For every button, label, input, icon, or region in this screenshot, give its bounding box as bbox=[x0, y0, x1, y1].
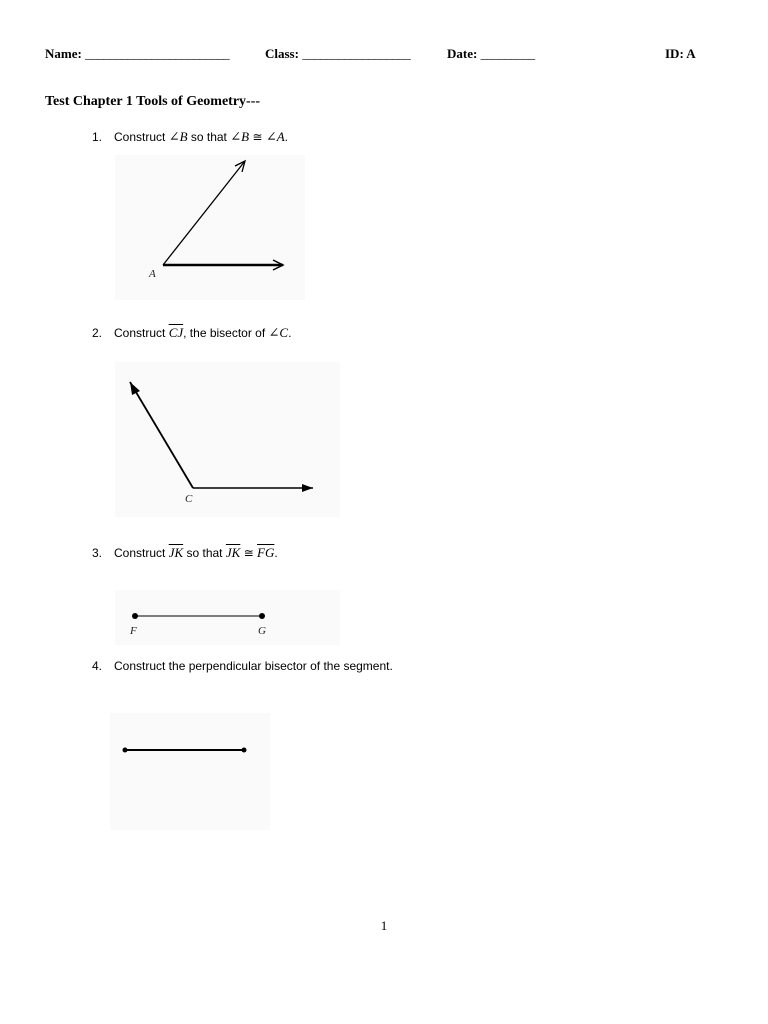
question-text: Construct bbox=[114, 546, 169, 560]
angle-b: ∠B bbox=[168, 129, 188, 144]
endpoint-label-f: F bbox=[130, 625, 137, 637]
name-blank: ________________________ bbox=[85, 46, 230, 61]
question-text: . bbox=[288, 326, 292, 340]
question-number: 4. bbox=[92, 659, 103, 673]
endpoint bbox=[123, 748, 128, 753]
name-field bbox=[45, 46, 229, 62]
ray-cj: $\overline{CJ}$ bbox=[168, 325, 184, 340]
question-text: so that bbox=[187, 130, 231, 144]
endpoint-g bbox=[259, 613, 265, 619]
class-label: Class: bbox=[265, 46, 299, 61]
figure-segment-fg bbox=[115, 590, 340, 645]
page-number: 1 bbox=[380, 918, 388, 933]
figure-background bbox=[115, 590, 340, 645]
segment-jk: $\overline{JK}$ bbox=[225, 545, 241, 560]
endpoint-f bbox=[132, 613, 138, 619]
segment-jk: $\overline{JK}$ bbox=[168, 545, 184, 560]
figure-angle-c bbox=[115, 362, 340, 517]
endpoint bbox=[242, 748, 247, 753]
question-4 bbox=[92, 659, 393, 673]
question-text: . bbox=[274, 546, 278, 560]
figure-angle-a bbox=[115, 155, 305, 300]
question-text: Construct bbox=[114, 326, 169, 340]
date-field bbox=[447, 46, 535, 62]
congruent-symbol: ≅ bbox=[249, 130, 266, 144]
vertex-label-c: C bbox=[185, 493, 193, 505]
question-text: Construct the perpendicular bisector of the segment. bbox=[114, 659, 393, 673]
date-label: Date: bbox=[447, 46, 478, 61]
question-text: Construct bbox=[114, 130, 169, 144]
class-blank: __________________ bbox=[302, 46, 411, 61]
question-1 bbox=[92, 129, 288, 145]
angle-c: ∠C bbox=[268, 325, 289, 340]
question-text: so that bbox=[183, 546, 226, 560]
question-3 bbox=[92, 545, 278, 561]
figure-background bbox=[110, 713, 270, 830]
congruent-symbol: ≅ bbox=[240, 546, 258, 560]
question-number: 2. bbox=[92, 326, 103, 340]
question-2 bbox=[92, 325, 291, 341]
question-text: , the bisector of bbox=[183, 326, 269, 340]
endpoint-label-g: G bbox=[258, 625, 266, 637]
vertex-label-a: A bbox=[149, 268, 156, 280]
id-label: ID: A bbox=[665, 46, 696, 61]
question-number: 1. bbox=[92, 130, 103, 144]
segment-fg: $\overline{FG}$ bbox=[257, 545, 275, 560]
figure-background bbox=[115, 155, 305, 300]
name-label: Name: bbox=[45, 46, 82, 61]
page-title: Test Chapter 1 Tools of Geometry--- bbox=[45, 94, 261, 109]
angle-b: ∠B bbox=[230, 129, 250, 144]
angle-a: ∠A bbox=[265, 129, 285, 144]
figure-background bbox=[115, 362, 340, 517]
question-text: . bbox=[284, 130, 288, 144]
figure-segment bbox=[110, 713, 270, 830]
question-number: 3. bbox=[92, 546, 103, 560]
class-field bbox=[265, 46, 410, 62]
date-blank: _________ bbox=[480, 46, 535, 61]
